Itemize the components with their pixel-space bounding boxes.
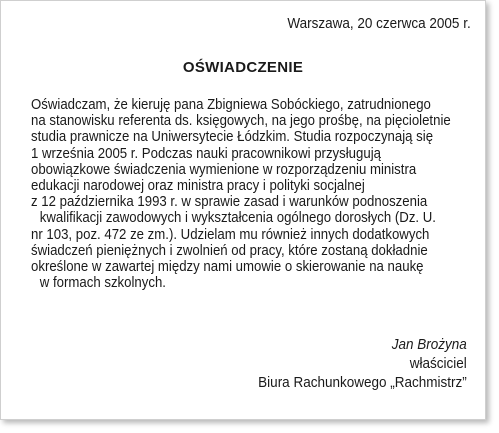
signatory-role: właściciel [409,355,467,372]
statement-body [31,97,499,291]
document-date: Warszawa, 20 czerwca 2005 r. [287,15,471,32]
body-line: określone w zawartej między nami umowie o skierowanie na naukę [31,258,424,276]
signature-block [235,335,467,392]
body-line: obowiązkowe świadczenia wymienione w rozporządzeniu ministra [31,160,417,178]
body-line: edukacji narodowej oraz ministra pracy i polityki socjalnej [31,177,365,195]
document-title: OŚWIADCZENIE [182,59,304,76]
body-line: kwalifikacji zawodowych i wykształcenia ogólnego dorosłych (Dz. U. [39,209,436,227]
signatory-company: Biura Rachunkowego „Rachmistrz” [258,374,467,391]
body-line: Oświadczam, że kieruję pana Zbigniewa Sobóckiego, zatrudnionego [31,96,431,113]
body-line: studia prawnicze na Uniwersytecie Łódzkim. Studia rozpoczynają się [31,128,434,146]
body-line: nr 103, poz. 472 ze zm.). Udzielam mu również innych dodatkowych [31,225,430,243]
body-line: 1 września 2005 r. Podczas nauki pracownikowi przysługują [31,144,381,162]
signatory-name: Jan Brożyna [391,336,467,353]
body-line: na stanowisku referenta ds. księgowych, na jego prośbę, na pięcioletnie [31,112,451,130]
body-line: z 12 października 1993 r. w sprawie zasad i warunków podnoszenia [31,193,428,211]
body-line: świadczeń pieniężnych i zwolnień od pracy, które zostaną dokładnie [31,241,428,259]
body-line: w formach szkolnych. [39,274,166,292]
